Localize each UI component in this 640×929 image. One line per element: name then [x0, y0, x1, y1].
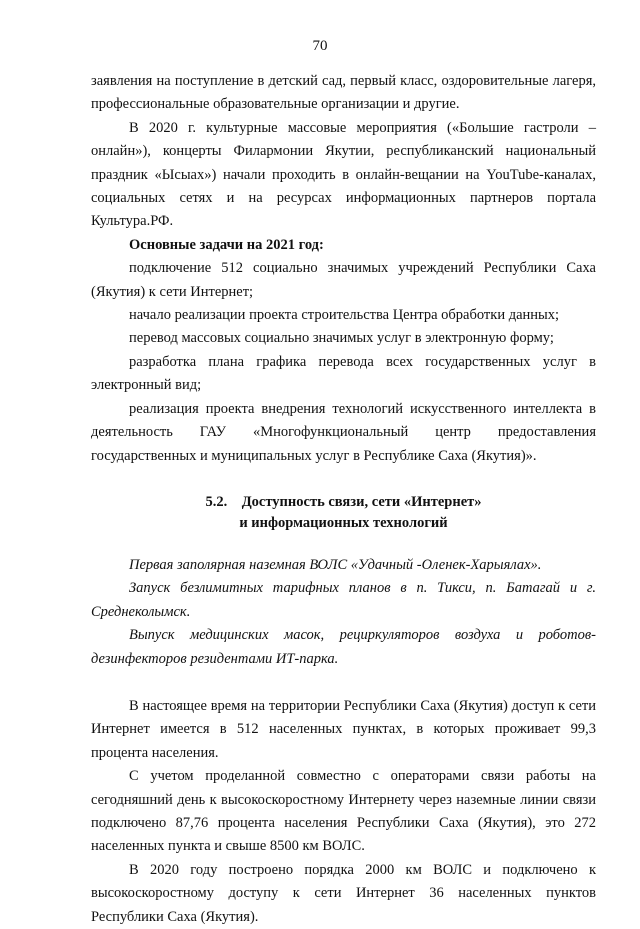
body-paragraph: С учетом проделанной совместно с операторами связи работы на сегодняшний день к высокоскоростному Интернету через наземные линии связи подключено 87,76 процента населения Республики Саха (Якутия), это 272 населенных пункта и свыше 8500 км ВОЛС. — [91, 768, 596, 855]
page-number: 70 — [312, 38, 328, 54]
document-body — [91, 70, 596, 929]
intro-paragraph: В 2020 г. культурные массовые мероприятия («Большие гастроли – онлайн»), концерты Филармонии Якутии, республиканский национальный праздник «Ысыах») начали проходить в онлайн-вещании на YouTube-каналах, социальных сетях и на ресурсах информационных партнеров портала Культура.РФ. — [91, 119, 596, 230]
section-title-line1: Доступность связи, сети «Интернет» — [241, 493, 482, 510]
section-number: 5.2. — [205, 493, 228, 510]
body-paragraph: В настоящее время на территории Республики Саха (Якутия) доступ к сети Интернет имеется в 512 населенных пунктах, в которых проживает 99,3 процента населения. — [91, 697, 596, 761]
task-item: реализация проекта внедрения технологий искусственного интеллекта в деятельность ГАУ «Многофункциональный центр предоставления государственных и муниципальных услуг в Республике Саха (Якутия)». — [91, 400, 596, 464]
section-title — [91, 492, 596, 534]
body-paragraph: В 2020 году построено порядка 2000 км ВОЛС и подключено к высокоскоростному доступу к сети Интернет 36 населенных пунктов Республики Саха (Якутия). — [91, 861, 596, 925]
tasks-heading: Основные задачи на 2021 год: — [129, 236, 324, 253]
highlight-item: Первая заполярная наземная ВОЛС «Удачный -Оленек-Харыялах». — [129, 556, 542, 573]
task-item: перевод массовых социально значимых услуг в электронную форму; — [129, 330, 554, 347]
task-item: начало реализации проекта строительства Центра обработки данных; — [129, 307, 560, 324]
section-title-line2: и информационных технологий — [239, 514, 448, 531]
intro-paragraph: заявления на поступление в детский сад, первый класс, оздоровительные лагеря, профессиональные образовательные организации и другие. — [91, 73, 596, 113]
task-item: подключение 512 социально значимых учреждений Республики Саха (Якутия) к сети Интернет; — [91, 260, 596, 300]
task-item: разработка плана графика перевода всех государственных услуг в электронный вид; — [91, 353, 596, 394]
highlight-item: Запуск безлимитных тарифных планов в п. Тикси, п. Батагай и г. Среднеколымск. — [91, 580, 596, 620]
highlight-item: Выпуск медицинских масок, рециркуляторов воздуха и роботов-дезинфекторов резидентами ИТ-парка. — [91, 627, 596, 667]
